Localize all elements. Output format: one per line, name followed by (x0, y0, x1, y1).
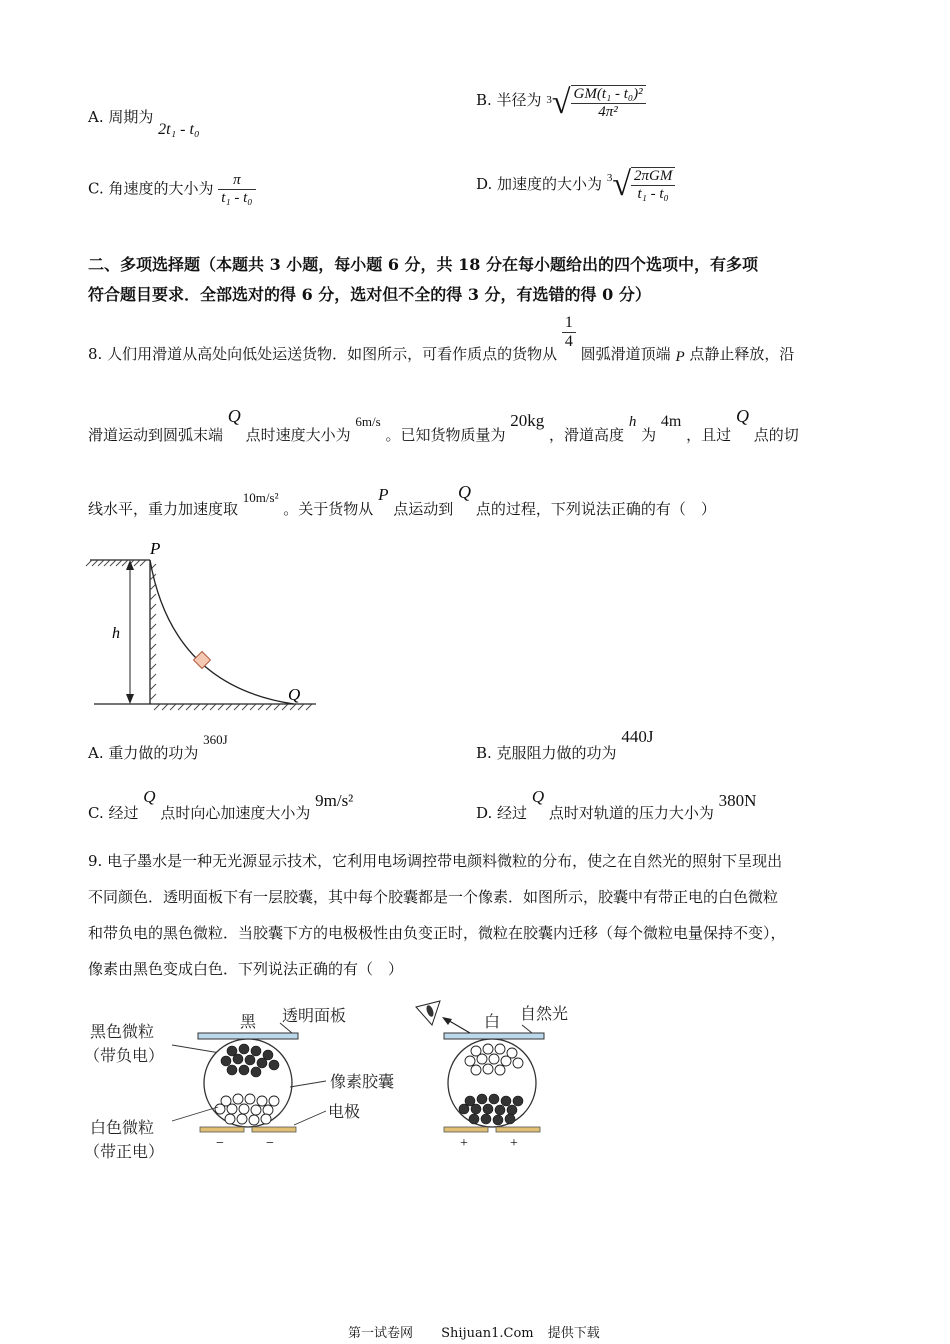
q8-line1 (88, 314, 795, 365)
q8-text: 点时速度大小为 (245, 426, 351, 444)
q8-text: 。关于货物从 (283, 500, 374, 518)
quarter-denominator: 4 (564, 333, 573, 350)
q7-option-a (88, 106, 200, 138)
root-index: 3 (546, 94, 552, 106)
option-c-text: C. 经过 (88, 804, 139, 822)
q7-option-b (476, 84, 646, 122)
ground-hatch (154, 704, 312, 710)
option-d-label: D. 加速度的大小为 (476, 175, 603, 193)
right-plus-1: + (460, 1136, 468, 1151)
q8-option-a (88, 728, 228, 762)
option-c-fraction (218, 172, 255, 207)
q8-line3 (88, 482, 716, 519)
section-heading-line2: 符合题目要求．全部选对的得 6 分，选对但不全的得 3 分，有选错的得 0 分） (88, 285, 651, 304)
right-electrode-1 (444, 1127, 488, 1132)
option-a-text: A. 重力做的功为 (88, 744, 199, 762)
option-a-value: 360J (203, 732, 228, 747)
option-d-text: D. 经过 (476, 804, 528, 822)
q9-line2: 不同颜色．透明面板下有一层胶囊，其中每个胶囊都是一个像素．如图所示，胶囊中有带正电的白色微粒 (88, 888, 779, 906)
option-b-denominator: 4π² (598, 104, 618, 120)
radical-sign: √ (551, 84, 571, 121)
option-c-denominator: t₁ - t₀ (221, 190, 253, 206)
label-white-particle: 白色微粒 (90, 1120, 155, 1137)
label-white: 白 (484, 1014, 501, 1031)
right-electrode-2 (496, 1127, 540, 1132)
label-neg-charge: （带负电） (84, 1048, 165, 1065)
q8-line2 (88, 406, 799, 445)
option-b-fraction (571, 85, 646, 121)
section-heading-line1: 二、多项选择题（本题共 3 小题，每小题 6 分，共 18 分在每小题给出的四个选项中，有多项 (88, 255, 758, 274)
height-value: 4m (660, 413, 682, 430)
option-a-expr: 2t₁ - t₀ (158, 121, 200, 138)
point-p: P (378, 485, 389, 504)
option-d-fraction (631, 167, 675, 203)
fig-label-q: Q (288, 685, 301, 704)
radical-sign: √ (612, 166, 631, 203)
speed-value: 6m/s (355, 414, 381, 429)
option-c-label: C. 角速度的大小为 (88, 179, 214, 198)
point-q: Q (531, 787, 545, 806)
footer-download: 提供下载 (547, 1326, 600, 1341)
eye-icon (416, 1001, 440, 1025)
label-light: 自然光 (520, 1006, 569, 1023)
option-d-denominator: t₁ - t₀ (637, 186, 669, 202)
option-c-numerator: π (218, 172, 255, 190)
option-d-text: 点时对轨道的压力大小为 (548, 804, 714, 822)
option-a-label: A. 周期为 (88, 108, 154, 126)
q8-text: 8. 人们用滑道从高处向低处运送货物．如图所示，可看作质点的货物从 (88, 344, 558, 363)
right-panel (444, 1033, 544, 1039)
label-black: 黑 (240, 1014, 257, 1031)
left-electrode-2 (252, 1127, 296, 1132)
left-panel (198, 1033, 298, 1039)
q8-text: 点运动到 (393, 500, 454, 518)
quarter-fraction (562, 314, 576, 351)
option-c-value: 9m/s² (315, 791, 354, 810)
left-minus-2: − (266, 1136, 274, 1151)
option-b-numerator: GM(t₁ - t₀)² (571, 86, 646, 104)
slide-arc (150, 560, 294, 704)
q9-line1: 9. 电子墨水是一种无光源显示技术，它利用电场调控带电颜料微粒的分布，使之在自然光的照射下呈现出 (88, 852, 783, 870)
point-q: Q (227, 406, 241, 426)
q8-text: 圆弧滑道顶端 (580, 344, 671, 363)
q8-option-d (476, 786, 757, 822)
fig-label-p: P (150, 539, 161, 558)
quarter-numerator: 1 (562, 314, 576, 333)
option-d-value: 380N (718, 791, 757, 810)
q7-option-d (476, 166, 675, 204)
q8-text: ，滑道高度 (549, 426, 625, 444)
q8-text: 点静止释放，沿 (689, 344, 795, 363)
option-d-numerator: 2πGM (631, 168, 675, 186)
q8-option-b (476, 726, 654, 762)
gravity-value: 10m/s² (242, 490, 279, 505)
q9-line4: 像素由黑色变成白色．下列说法正确的有（ ） (88, 960, 404, 978)
option-c-text: 点时向心加速度大小为 (160, 804, 311, 822)
height-symbol: h (628, 414, 637, 430)
label-electrode: 电极 (328, 1104, 361, 1121)
q8-text: 滑道运动到圆弧末端 (88, 426, 224, 444)
label-black-particle: 黑色微粒 (90, 1024, 155, 1041)
label-pos-charge: （带正电） (84, 1144, 165, 1161)
option-b-value: 440J (621, 727, 654, 746)
point-q: Q (143, 787, 156, 806)
q8-text: 点的切 (753, 426, 799, 444)
q8-option-c (88, 786, 354, 822)
cargo-block (194, 652, 211, 669)
option-b-label: B. 半径为 (476, 91, 542, 109)
e-ink-diagram (80, 995, 600, 1175)
fig-label-h: h (112, 625, 120, 642)
point-q: Q (458, 482, 472, 502)
page-footer (348, 1322, 600, 1341)
left-minus-1: − (216, 1136, 224, 1151)
mass-value: 20kg (510, 411, 545, 430)
label-capsule: 像素胶囊 (330, 1074, 395, 1091)
q8-text: 点的过程，下列说法正确的有（ ） (475, 500, 716, 518)
point-p: P (675, 348, 685, 365)
top-ledge-hatch (86, 560, 146, 566)
q8-text: 线水平，重力加速度取 (88, 500, 239, 518)
q7-option-c (88, 172, 256, 207)
q8-text: 。已知货物质量为 (385, 426, 506, 444)
q9-line3: 和带负电的黑色微粒．当胶囊下方的电极极性由负变正时，微粒在胶囊内迁移（每个微粒电量保持不变）， (88, 924, 786, 942)
right-plus-2: + (510, 1136, 518, 1151)
root-index: 3 (606, 172, 613, 184)
label-panel: 透明面板 (282, 1008, 347, 1025)
q8-text: 为 (641, 426, 657, 444)
option-b-text: B. 克服阻力做的功为 (476, 744, 617, 762)
slide-diagram (84, 536, 324, 716)
footer-url[interactable]: Shijuan1.Com (441, 1326, 534, 1341)
footer-site: 第一试卷网 (348, 1326, 414, 1341)
left-electrode-1 (200, 1127, 244, 1132)
q8-text: ，且过 (686, 426, 732, 444)
point-q: Q (735, 406, 749, 426)
